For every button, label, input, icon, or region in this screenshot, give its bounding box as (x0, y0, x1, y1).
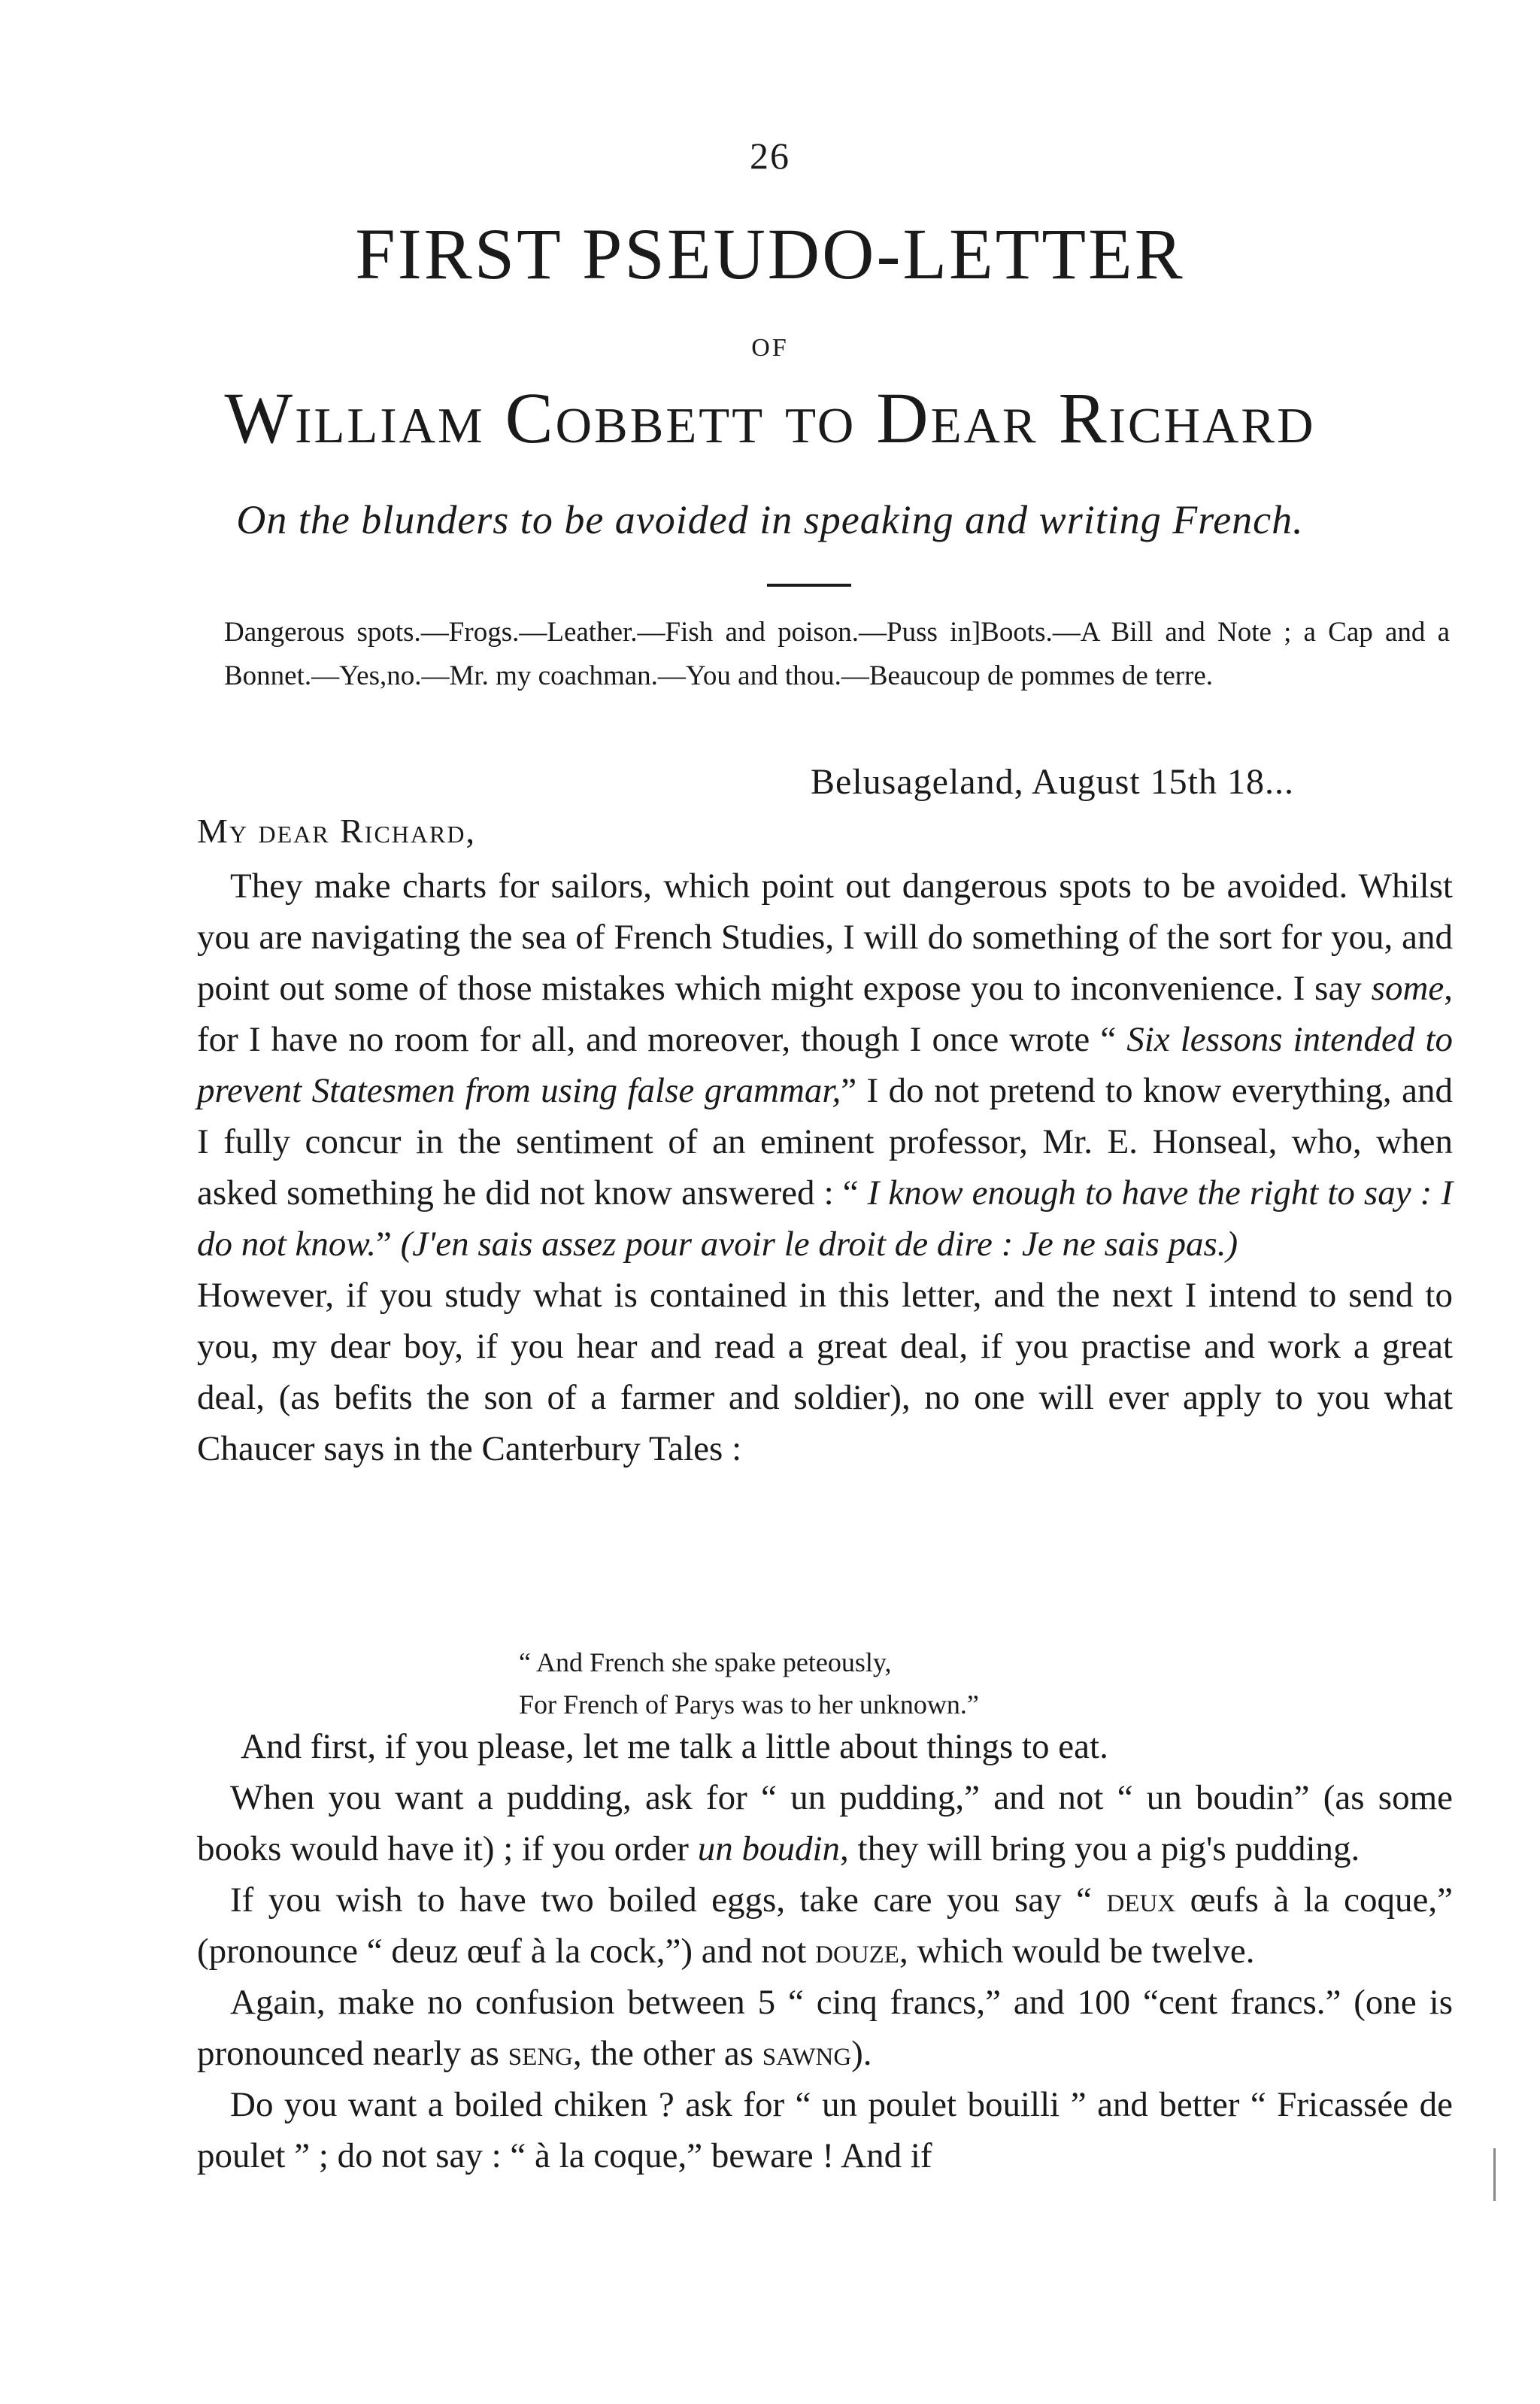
paragraph-2: However, if you study what is contained in this letter, and the next I intend to send to you, my dear boy, if you hear and read a great deal, if you practise and work a great deal, (as befits the son of a farmer and soldier), no one will ever apply to you what Chaucer says in the Canterbury Tales : (197, 1276, 1453, 1468)
paragraph-3: And first, if you please, let me talk a little about things to eat. (241, 1727, 1108, 1766)
chapter-summary: Dangerous spots.—Frogs.—Leather.—Fish and poison.—Puss in]Boots.—A Bill and Note ; a Cap and a Bonnet.—Yes,no.—Mr. my coachman.—You and thou.—Beaucoup de pommes de terre. (224, 617, 1450, 691)
paragraph-6: Again, make no confusion between 5 “ cinq francs,” and 100 “cent francs.” (one is pronounced nearly as seng, the other as sawng). (197, 1983, 1453, 2073)
quote-line-2: For French of Parys was to her unknown.” (519, 1689, 979, 1720)
quote-line-1: “ And French she spake peteously, (519, 1647, 892, 1677)
paragraph-7: Do you want a boiled chiken ? ask for “ un poulet bouilli ” and better “ Fricassée de poulet ” ; do not say : “ à la coque,” beware ! And if (197, 2085, 1453, 2175)
letter-title: FIRST PSEUDO-LETTER (355, 214, 1185, 294)
chaucer-quotation (519, 1641, 979, 1726)
paragraph-5: If you wish to have two boiled eggs, take care you say “ deux œufs à la coque,” (pronounce “ deuz œuf à la cock,”) and not douze, which would be twelve. (197, 1880, 1454, 1971)
letter-tagline: On the blunders to be avoided in speaking and writing French. (236, 497, 1304, 542)
margin-mark (1493, 2148, 1496, 2201)
paragraph-4: When you want a pudding, ask for “ un pudding,” and not “ un boudin” (as some books would have it) ; if you order un boudin, they will bring you a pig's pudding. (197, 1778, 1453, 1868)
paragraph-1: They make charts for sailors, which point out dangerous spots to be avoided. Whilst you are navigating the sea of French Studies, I will do something of the sort for you, and point out some of those mistakes which might expose you to inconvenience. I say some, for I have no room for all, and moreover, though I once wrote “ Six lessons intended to prevent Statesmen from using false grammar,” I do not pretend to know everything, and I fully concur in the sentiment of an eminent professor, Mr. E. Honseal, who, when asked something he did not know answered : “ I know enough to have the right to say : I do not know.” (J'en sais assez pour avoir le droit de dire : Je ne sais pas.) (197, 867, 1454, 1264)
salutation: My dear Richard, (197, 812, 476, 850)
dateline: Belusageland, August 15th 18... (811, 762, 1294, 802)
letter-body-part-1 (197, 861, 1453, 1474)
letter-subtitle: William Cobbett to Dear Richard (224, 378, 1316, 458)
title-connector: OF (751, 334, 789, 362)
page-number: 26 (750, 135, 790, 177)
letter-body-part-2 (197, 1721, 1453, 2181)
section-divider (767, 584, 851, 587)
